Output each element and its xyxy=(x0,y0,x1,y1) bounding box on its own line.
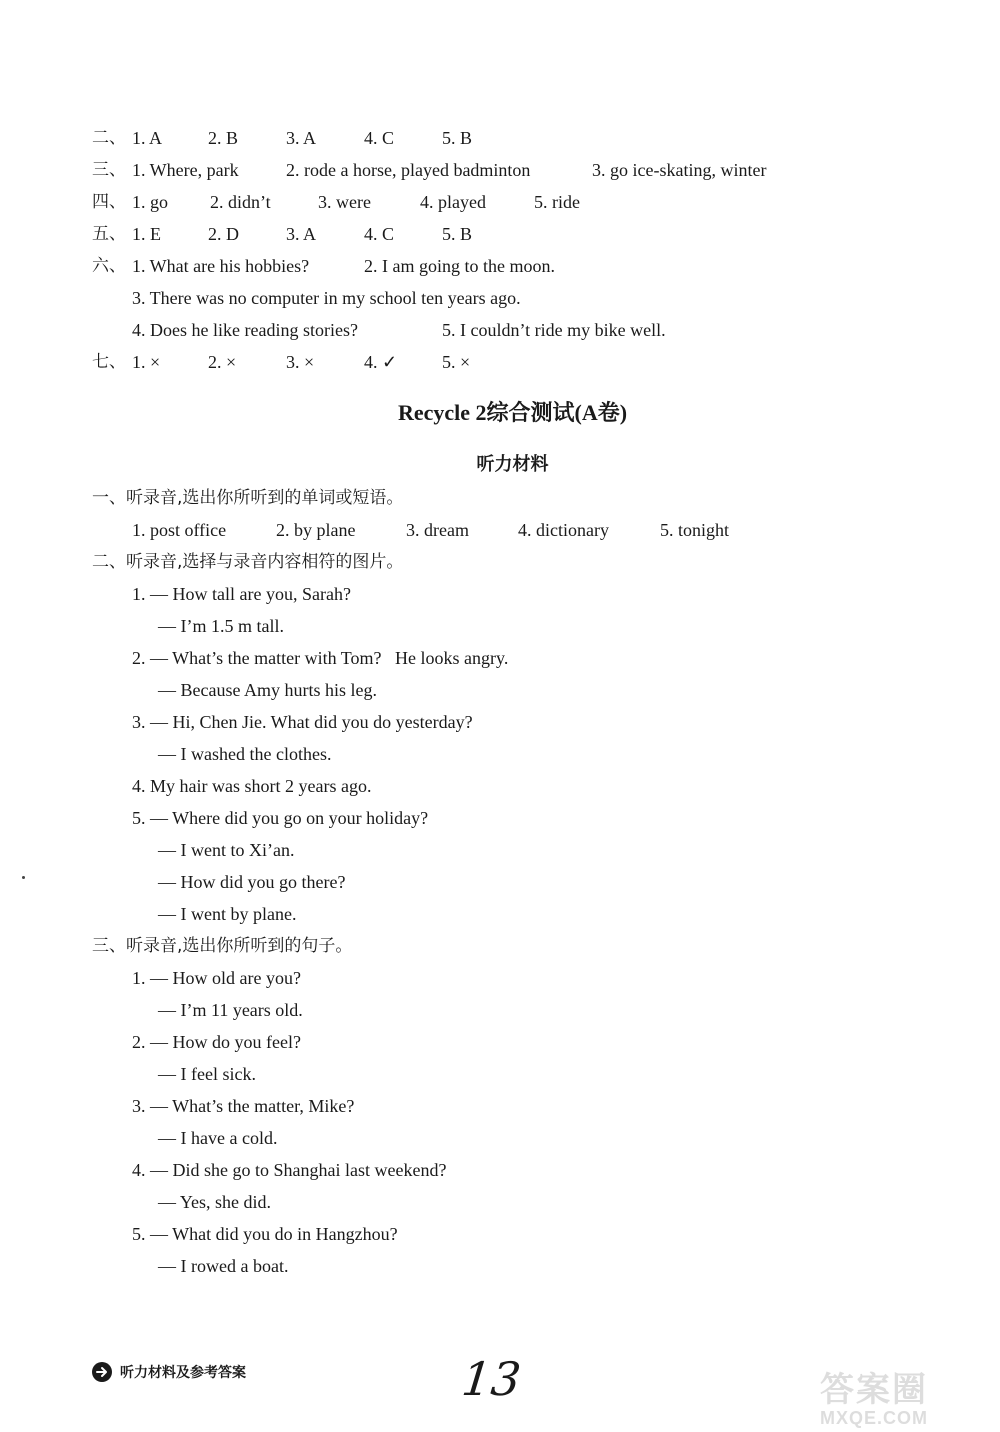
answer-item: 4. Does he like reading stories? xyxy=(132,320,358,340)
dialogue-text: 4. — Did she go to Shanghai last weekend? xyxy=(132,1160,447,1180)
answer-item: 5. B xyxy=(442,224,473,244)
watermark-url: MXQE.COM xyxy=(820,1408,929,1428)
list-item: 1. post office xyxy=(132,520,227,540)
dialogue-text: 5. — Where did you go on your holiday? xyxy=(132,808,429,828)
section-label: 五、 xyxy=(92,224,126,244)
dialogue-text: 3. — Hi, Chen Jie. What did you do yesterday? xyxy=(132,712,473,732)
dialogue-text: — I’m 11 years old. xyxy=(158,1000,303,1020)
instruction-text: 三、听录音,选出你所听到的句子。 xyxy=(92,936,353,956)
instruction-text: 一、听录音,选出你所听到的单词或短语。 xyxy=(92,488,404,508)
answer-item: 5. × xyxy=(442,352,471,372)
answer-item: 3. were xyxy=(318,192,371,212)
dialogue-text: 2. — What’s the matter with Tom? He looks angry. xyxy=(132,648,509,668)
answer-item: 4. played xyxy=(420,192,486,212)
answer-item: 5. B xyxy=(442,128,473,148)
answer-item: 1. Where, park xyxy=(132,160,239,180)
dialogue-text: — I’m 1.5 m tall. xyxy=(158,616,284,636)
page-footer xyxy=(92,1358,246,1386)
answer-item: 1. What are his hobbies? xyxy=(132,256,310,276)
dialogue-text: 4. My hair was short 2 years ago. xyxy=(132,776,372,796)
list-item: 5. tonight xyxy=(660,520,730,540)
dialogue-text: — I have a cold. xyxy=(158,1128,278,1148)
watermark xyxy=(820,1372,990,1428)
dialogue-text: — I feel sick. xyxy=(158,1064,256,1084)
dialogue-text: — Because Amy hurts his leg. xyxy=(158,680,377,700)
answer-item: 3. go ice-skating, winter xyxy=(592,160,767,180)
answer-item: 5. ride xyxy=(534,192,580,212)
answer-item: 4. C xyxy=(364,224,395,244)
dialogue-text: 1. — How tall are you, Sarah? xyxy=(132,584,351,604)
answer-item: 4. C xyxy=(364,128,395,148)
list-item: 3. dream xyxy=(406,520,469,540)
dialogue-text: — How did you go there? xyxy=(158,872,346,892)
answer-item: 3. A xyxy=(286,128,317,148)
arrow-right-icon xyxy=(92,1362,112,1382)
list-item: 4. dictionary xyxy=(518,520,609,540)
answer-item: 1. × xyxy=(132,352,161,372)
answer-item: 2. B xyxy=(208,128,239,148)
watermark-text: 答案圈 xyxy=(820,1370,928,1410)
answer-item: 3. There was no computer in my school ten years ago. xyxy=(132,288,521,308)
answer-item: 2. didn’t xyxy=(210,192,271,212)
answer-item: 1. go xyxy=(132,192,168,212)
section-label: 四、 xyxy=(92,192,126,212)
section-label: 七、 xyxy=(92,352,126,372)
dialogue-text: 2. — How do you feel? xyxy=(132,1032,301,1052)
section-label: 六、 xyxy=(92,256,126,276)
dialogue-text: 3. — What’s the matter, Mike? xyxy=(132,1096,355,1116)
instruction-text: 二、听录音,选择与录音内容相符的图片。 xyxy=(92,552,404,572)
answer-item: 3. A xyxy=(286,224,317,244)
dialogue-text: — I rowed a boat. xyxy=(158,1256,289,1276)
page-number: 13 xyxy=(459,1352,524,1406)
dialogue-text: 5. — What did you do in Hangzhou? xyxy=(132,1224,398,1244)
dialogue-text: — I went to Xi’an. xyxy=(158,840,295,860)
stray-mark xyxy=(22,876,25,879)
section-label: 二、 xyxy=(92,128,126,148)
test-title: Recycle 2综合测试(A卷) xyxy=(397,400,628,425)
list-item: 2. by plane xyxy=(276,520,356,540)
answer-item: 3. × xyxy=(286,352,315,372)
answer-item: 5. I couldn’t ride my bike well. xyxy=(442,320,666,340)
answer-item: 2. D xyxy=(208,224,239,244)
answer-item: 2. rode a horse, played badminton xyxy=(286,160,531,180)
dialogue-text: 1. — How old are you? xyxy=(132,968,301,988)
answer-item: 1. E xyxy=(132,224,161,244)
answer-item: 2. I am going to the moon. xyxy=(364,256,555,276)
section-label: 三、 xyxy=(92,160,126,180)
dialogue-text: — I went by plane. xyxy=(158,904,297,924)
answer-item: 4. ✓ xyxy=(364,352,398,372)
answer-item: 2. × xyxy=(208,352,237,372)
listening-title: 听力材料 xyxy=(476,454,549,475)
answer-item: 1. A xyxy=(132,128,163,148)
footer-label: 听力材料及参考答案 xyxy=(120,1365,246,1381)
dialogue-text: — I washed the clothes. xyxy=(158,744,332,764)
dialogue-text: — Yes, she did. xyxy=(158,1192,272,1212)
